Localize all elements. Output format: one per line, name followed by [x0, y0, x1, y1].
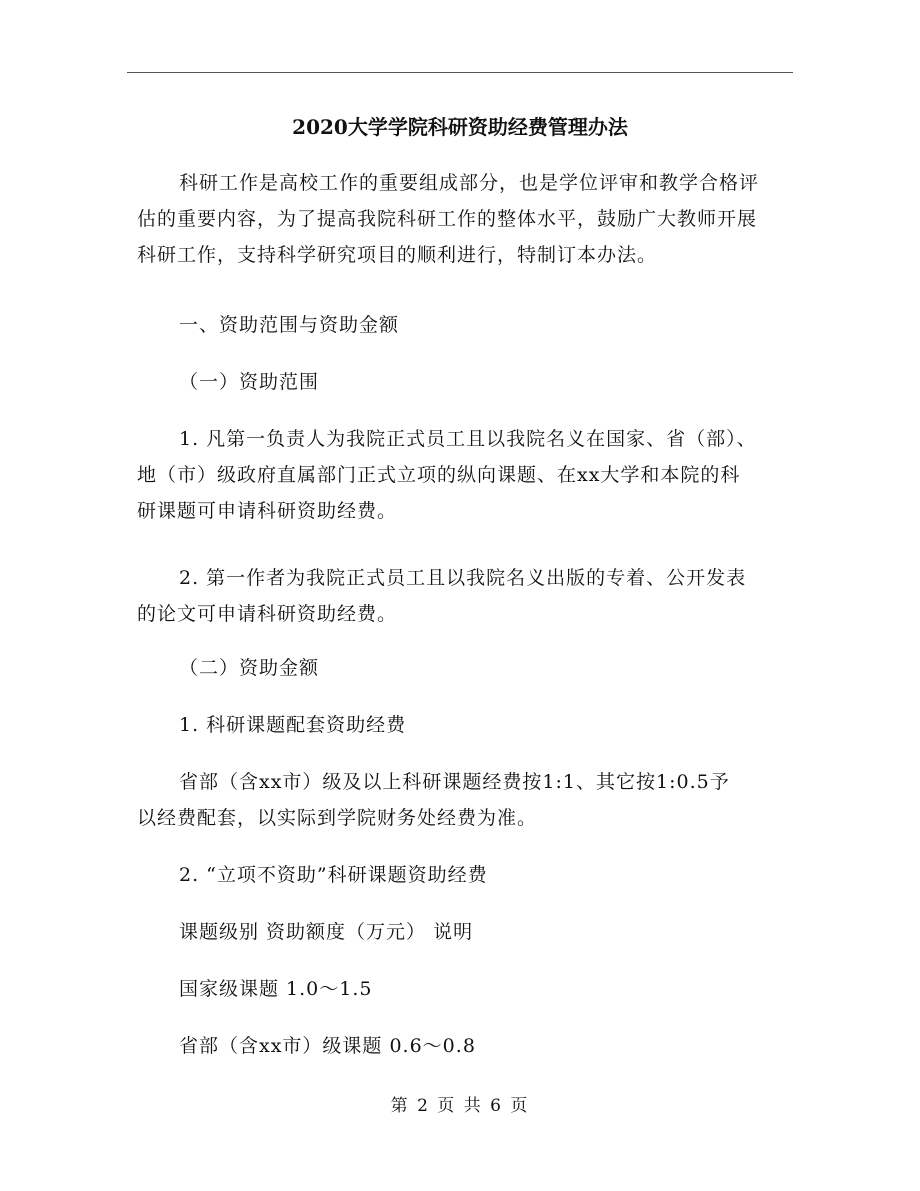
- paragraph-line: 2. “立项不资助”科研课题资助经费: [179, 864, 488, 886]
- header-rule: [127, 72, 793, 73]
- paragraph-line: 以经费配套，以实际到学院财务处经费为准。: [137, 807, 538, 829]
- subsection-heading-amount: [137, 650, 797, 686]
- paragraph-line: 科研工作，支持科学研究项目的顺利进行，特制订本办法。: [137, 244, 658, 266]
- document-title: 2020大学学院科研资助经费管理办法: [292, 115, 628, 139]
- paragraph-line: 1. 凡第一负责人为我院正式员工且以我院名义在国家、省（部）、: [179, 428, 757, 450]
- paragraph-line: 省部（含xx市）级及以上科研课题经费按1:1、其它按1:0.5予: [179, 771, 730, 793]
- paragraph-line: 的论文可申请科研资助经费。: [137, 603, 398, 625]
- paragraph-intro: [137, 165, 797, 273]
- page-number-footer: 第 2 页 共 6 页: [390, 1096, 530, 1116]
- paragraph-line: （二）资助金额: [179, 657, 320, 679]
- paragraph-line: 一、资助范围与资助金额: [179, 314, 400, 336]
- subsection-heading-scope: [137, 364, 797, 400]
- funding-row-national: [137, 971, 797, 1007]
- paragraph-line: 课题级别 资助额度（万元） 说明: [179, 921, 474, 943]
- section-heading-1: [137, 307, 797, 343]
- funding-row-provincial: [137, 1028, 797, 1064]
- amount-item-1-heading: [137, 707, 797, 743]
- amount-item-2-heading: [137, 857, 797, 893]
- paragraph-line: 1. 科研课题配套资助经费: [179, 714, 407, 736]
- funding-table-header: [137, 914, 797, 950]
- paragraph-line: 估的重要内容，为了提高我院科研工作的整体水平，鼓励广大教师开展: [137, 208, 758, 230]
- paragraph-line: 国家级课题 1.0～1.5: [179, 978, 373, 1000]
- paragraph-line: 科研工作是高校工作的重要组成部分，也是学位评审和教学合格评: [179, 172, 760, 194]
- paragraph-line: 2. 第一作者为我院正式员工且以我院名义出版的专着、公开发表: [179, 567, 747, 589]
- amount-item-1-body: [137, 764, 797, 836]
- paragraph-line: 省部（含xx市）级课题 0.6～0.8: [179, 1035, 476, 1057]
- paragraph-line: （一）资助范围: [179, 371, 320, 393]
- paragraph-line: 地（市）级政府直属部门正式立项的纵向课题、在xx大学和本院的科: [137, 464, 741, 486]
- scope-item-1: [137, 421, 797, 529]
- scope-item-2: [137, 560, 797, 632]
- paragraph-line: 研课题可申请科研资助经费。: [137, 500, 398, 522]
